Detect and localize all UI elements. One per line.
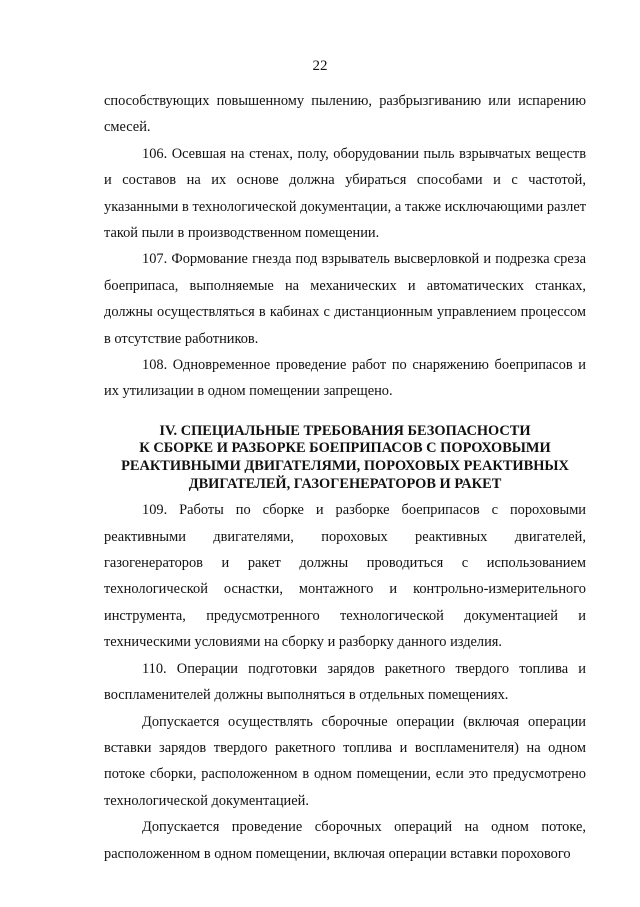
paragraph-110: 110. Операции подготовки зарядов ракетного твердого топлива и воспламенителей должны выполняться в отдельных помещениях. bbox=[104, 660, 586, 704]
paragraph-continuation: способствующих повышенному пылению, разбрызгиванию или испарению смесей. bbox=[104, 93, 586, 136]
page-number: 22 bbox=[312, 58, 328, 74]
section-heading bbox=[104, 423, 586, 493]
section-heading-line: РЕАКТИВНЫМИ ДВИГАТЕЛЯМИ, ПОРОХОВЫХ РЕАКТИВНЫХ bbox=[121, 458, 569, 475]
document-body bbox=[104, 88, 586, 867]
paragraph-107: 107. Формование гнезда под взрыватель высверловкой и подрезка среза боеприпаса, выполняемые на механических и автоматических станках, должны осуществляться в кабинах с дистанционным управлением процессом в отсутствие работников. bbox=[104, 251, 586, 347]
paragraph-109: 109. Работы по сборке и разборке боеприпасов с пороховыми реактивными двигателями, пороховых реактивных двигателей, газогенераторов и ракет должны проводиться с использованием технологической оснастки, монтажного и контрольно-измерительного инструмента, предусмотренного технологической документацией и техническими условиями на сборку и разборку данного изделия. bbox=[104, 502, 586, 651]
paragraph-106: 106. Осевшая на стенах, полу, оборудовании пыль взрывчатых веществ и составов на их основе должна убираться способами и с частотой, указанными в технологической документации, а также исключающими разлет такой пыли в производственном помещении. bbox=[104, 145, 586, 242]
paragraph-108: 108. Одновременное проведение работ по снаряжению боеприпасов и их утилизации в одном помещении запрещено. bbox=[104, 357, 586, 400]
paragraph-assembly-flow: Допускается проведение сборочных операций на одном потоке, расположенном в одном помещении, включая операции вставки порохового bbox=[104, 819, 586, 862]
paragraph-assembly-allowed: Допускается осуществлять сборочные операции (включая операции вставки зарядов твердого ракетного топлива и воспламенителя) на одном потоке сборки, расположенном в одном помещении, если это предусмотрено технологической документацией. bbox=[104, 713, 586, 809]
section-heading-line: К СБОРКЕ И РАЗБОРКЕ БОЕПРИПАСОВ С ПОРОХОВЫМИ bbox=[139, 440, 551, 457]
section-heading-line: ДВИГАТЕЛЕЙ, ГАЗОГЕНЕРАТОРОВ И РАКЕТ bbox=[188, 475, 502, 492]
section-heading-line: IV. СПЕЦИАЛЬНЫЕ ТРЕБОВАНИЯ БЕЗОПАСНОСТИ bbox=[159, 422, 531, 439]
